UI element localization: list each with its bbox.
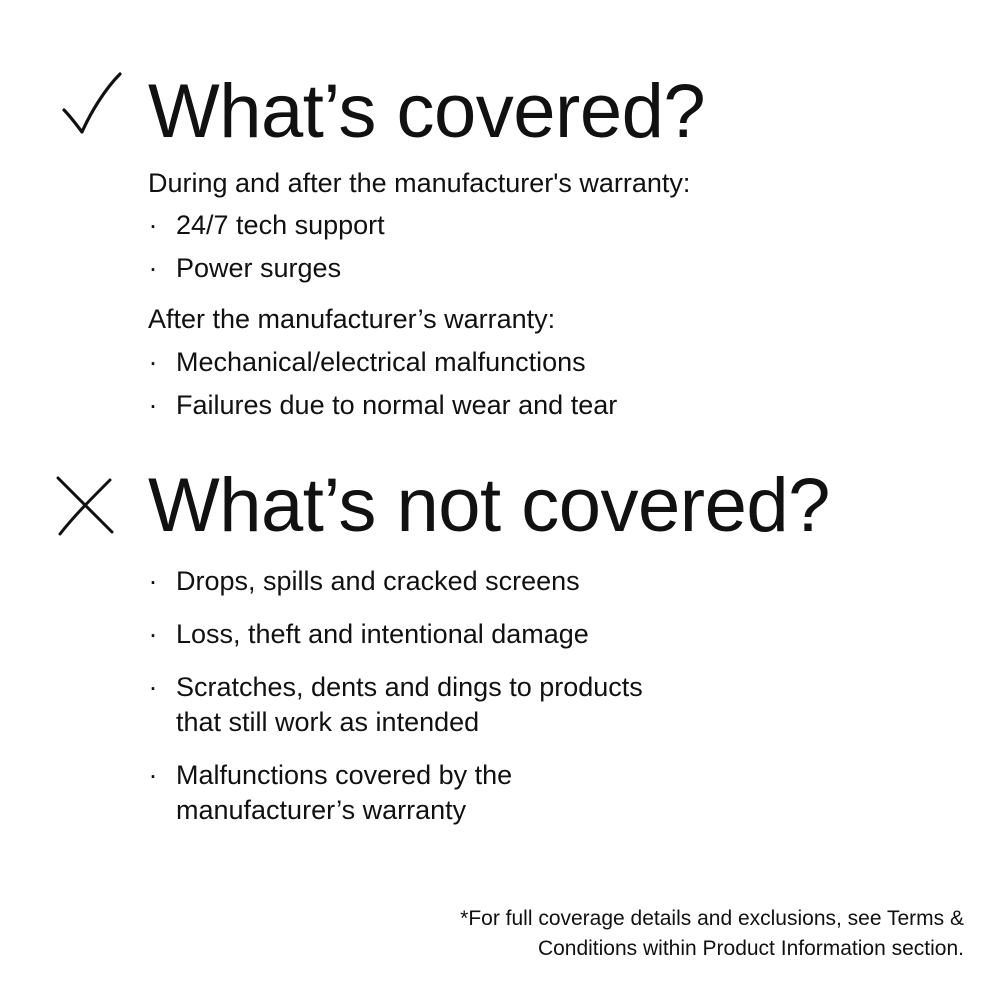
list-item (148, 617, 643, 652)
list-item-text: Mechanical/electrical malfunctions (176, 347, 586, 377)
bullet-dot: · (148, 566, 158, 596)
bullet-dot: · (148, 253, 158, 283)
coverage-footnote (460, 904, 964, 964)
list-item-text-continued: that still work as intended (176, 707, 480, 737)
list-item-text: Loss, theft and intentional damage (176, 619, 589, 649)
list-item-text: Drops, spills and cracked screens (176, 566, 580, 596)
list-item-text: Malfunctions covered by the (176, 760, 513, 790)
footnote-line: Conditions within Product Information section. (537, 937, 964, 960)
bullet-dot: · (148, 390, 158, 420)
x-mark-icon (52, 472, 118, 538)
not-covered-list (148, 564, 643, 828)
list-item-text: Scratches, dents and dings to products (176, 672, 643, 702)
list-item (148, 758, 643, 828)
during-warranty-label: During and after the manufacturer's warranty: (148, 168, 691, 198)
list-item-text: 24/7 tech support (176, 210, 385, 240)
bullet-dot: · (148, 760, 158, 790)
bullet-dot: · (148, 347, 158, 377)
list-item-text: Power surges (176, 253, 342, 283)
covered-heading: What’s covered? (148, 69, 706, 154)
footnote-line: *For full coverage details and exclusions, see Terms & (460, 907, 964, 930)
list-item-text-continued: manufacturer’s warranty (176, 795, 467, 825)
list-item-text: Failures due to normal wear and tear (176, 390, 618, 420)
bullet-dot: · (148, 210, 158, 240)
list-item (148, 670, 643, 740)
after-warranty-label: After the manufacturer’s warranty: (148, 304, 556, 334)
list-item (148, 564, 643, 599)
bullet-dot: · (148, 619, 158, 649)
not-covered-heading: What’s not covered? (148, 463, 830, 548)
bullet-dot: · (148, 672, 158, 702)
